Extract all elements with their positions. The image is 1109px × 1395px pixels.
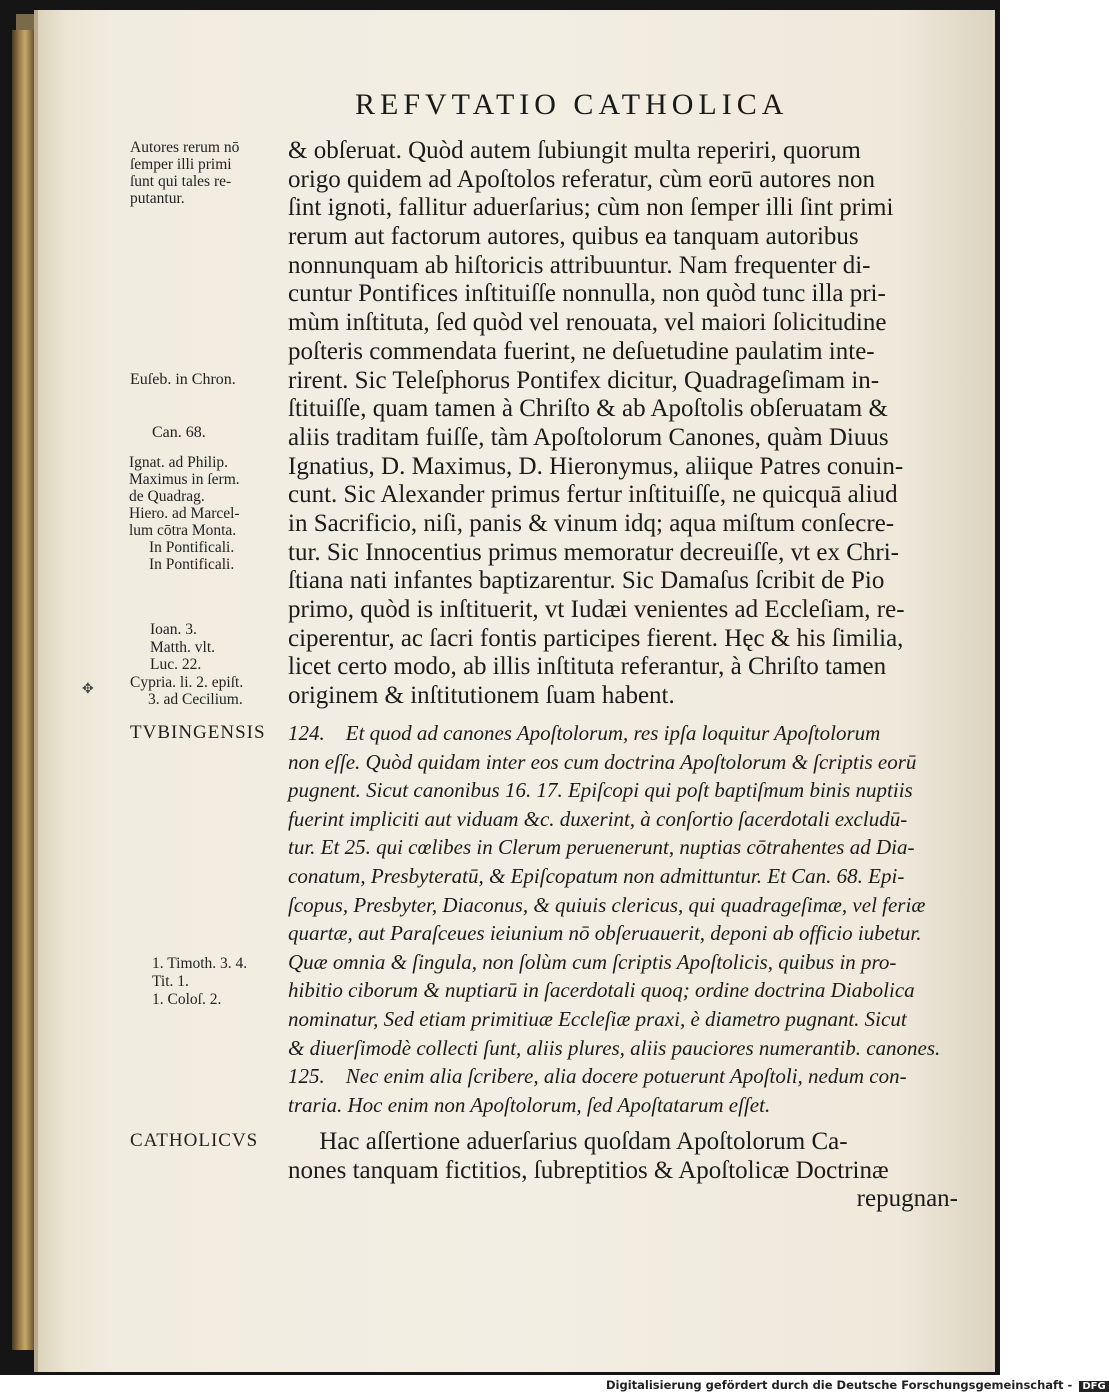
text-line: ſtiana nati infantes baptizarentur. Sic Damaſus ſcribit de Pio — [288, 567, 885, 595]
text-line: Quæ omnia & ſingula, non ſolùm cum ſcriptis Apoſtolicis, quibus in pro- — [288, 949, 897, 974]
text-line: in Sacrificio, niſi, panis & vinum idq; aqua miſtum conſecre- — [288, 509, 895, 537]
margin-refs-scripture — [130, 621, 243, 709]
speaker-tubingensis: TVBINGENSIS — [130, 722, 266, 743]
margin-line: 3. ad Cecilium. — [148, 691, 243, 708]
printer-mark-icon: ✥ — [82, 681, 94, 697]
text-line: non eſſe. Quòd quidam inter eos cum doctrina Apoſtolorum & ſcriptis eorū — [288, 749, 917, 774]
text-line: pugnent. Sicut canonibus 16. 17. Epiſcopi qui poſt baptiſmum binis nuptiis — [288, 778, 913, 803]
text-line: Hac aſſertione aduerſarius quoſdam Apoſtolorum Ca- — [288, 1128, 848, 1155]
margin-line: Hiero. ad Marcel- — [129, 505, 240, 522]
margin-line: Ignat. ad Philip. — [129, 454, 229, 471]
dfg-logo: DFG — [1079, 1381, 1108, 1392]
margin-line: putantur. — [130, 190, 185, 207]
text-line: conatum, Presbyteratū, & Epiſcopatum non admittuntur. Et Can. 68. Epi- — [288, 863, 905, 888]
margin-line: 1. Timoth. 3. 4. — [152, 955, 248, 972]
text-line: nonnunquam ab hiſtoricis attribuuntur. Nam frequenter di- — [288, 251, 871, 279]
text-line: origo quidem ad Apoſtolos referatur, cùm eorū autores non — [288, 165, 876, 193]
text-line: fuerint impliciti aut viduam &c. duxerint, à conſortio ſacerdotali excludū- — [288, 806, 908, 831]
text-line: ſcopus, Presbyter, Diaconus, & quiuis clericus, qui quadrageſimæ, vel feriæ — [288, 892, 926, 917]
margin-line: In Pontificali. — [149, 556, 235, 573]
margin-ref-euseb: Euſeb. in Chron. — [130, 371, 236, 388]
main-text-block — [288, 137, 958, 711]
margin-line: ſemper illi primi — [130, 156, 232, 173]
speaker-catholicus: CATHOLICVS — [130, 1130, 259, 1151]
text-line: aliis traditam fuiſſe, tàm Apoſtolorum Canones, quàm Diuus — [288, 423, 889, 451]
text-line: Ignatius, D. Maximus, D. Hieronymus, aliique Patres conuin- — [288, 452, 904, 480]
margin-line: Maximus in ſerm. — [129, 471, 240, 488]
text-line: 124. Et quod ad canones Apoſtolorum, res ipſa loquitur Apoſtolorum — [288, 721, 881, 745]
text-line: tur. Et 25. qui cœlibes in Clerum peruenerunt, nuptias cōtrahentes ad Dia- — [288, 835, 915, 860]
margin-refs-patres — [129, 454, 240, 573]
text-line: ſtituiſſe, quam tamen à Chriſto & ab Apoſtolis obſeruatam & — [288, 395, 888, 423]
text-line: originem & inſtitutionem ſuam habent. — [288, 682, 675, 710]
margin-line: lum cōtra Monta. — [129, 522, 237, 539]
text-line: ſint ignoti, fallitur aduerſarius; cùm non ſemper illi ſint primi — [288, 194, 894, 222]
margin-ref-can68: Can. 68. — [152, 424, 206, 441]
text-line: primo, quòd is inſtituerit, vt Iudæi venientes ad Eccleſiam, re- — [288, 596, 905, 623]
text-line: 125. Nec enim alia ſcribere, alia docere potuerunt Apoſtoli, nedum con- — [288, 1064, 907, 1089]
text-line: traria. Hoc enim non Apoſtolorum, ſed Apoſtatarum eſſet. — [288, 1092, 771, 1117]
text-line: ciperentur, ac ſacri fontis participes fierent. Hęc & his ſimilia, — [288, 624, 904, 652]
margin-line: Matth. vlt. — [150, 638, 216, 656]
text-line: cuntur Pontifices inſtituiſſe nonnulla, non quòd tunc illa pri- — [288, 280, 886, 308]
book-edge — [12, 30, 34, 1350]
text-line: & obſeruat. Quòd autem ſubiungit multa reperiri, quorum — [288, 137, 861, 164]
margin-line: In Pontificali. — [149, 539, 235, 556]
text-line: hibitio ciborum & nuptiarū in ſacerdotali quoq; ordine doctrina Diabolica — [288, 978, 915, 1003]
text-line: nominatur, Sed etiam primitiuæ Eccleſiæ praxi, è diametro pugnant. Sicut — [288, 1006, 907, 1031]
text-line: & diuerſimodè collecti ſunt, aliis plures, aliis pauciores numerantib. canones. — [288, 1035, 941, 1060]
text-line: mùm inſtituta, ſed quòd vel renouata, vel maiori ſolicitudine — [288, 309, 887, 337]
margin-line: ſunt qui tales re- — [130, 173, 232, 190]
margin-line: Ioan. 3. — [150, 621, 197, 638]
text-line: rerum aut factorum autores, quibus ea tanquam autoribus — [288, 223, 859, 251]
margin-line: Luc. 22. — [150, 656, 202, 673]
text-line: licet certo modo, ab illis inſtituta referantur, à Chriſto tamen — [288, 653, 887, 681]
catchword: repugnan- — [856, 1185, 958, 1213]
running-head: REFVTATIO CATHOLICA — [355, 88, 789, 121]
margin-line: Cypria. li. 2. epiſt. — [130, 673, 244, 691]
quoted-text-block — [288, 719, 958, 1119]
main-text-block-2 — [288, 1128, 958, 1214]
text-line: quartæ, aut Paraſceues ieiunium nō obſeruauerit, deponi ab officio iubetur. — [288, 921, 922, 946]
footer-text: Digitalisierung gefördert durch die Deutsche Forschungsgemeinschaft - — [606, 1378, 1073, 1392]
margin-line: Autores rerum nō — [130, 139, 240, 156]
text-line: poſteris commendata fuerint, ne deſuetudine paulatim inte- — [288, 337, 875, 365]
margin-line: de Quadrag. — [129, 488, 205, 505]
text-line: cunt. Sic Alexander primus fertur inſtituiſſe, ne quicquā aliud — [288, 481, 898, 509]
margin-refs-paul — [152, 955, 247, 1009]
margin-line: Tit. 1. — [152, 973, 189, 990]
text-line: tur. Sic Innocentius primus memoratur decreuiſſe, vt ex Chri- — [288, 538, 899, 566]
digitization-footer — [606, 1378, 1106, 1394]
margin-line: 1. Coloſ. 2. — [152, 991, 222, 1008]
text-line: nones tanquam fictitios, ſubreptitios & Apoſtolicæ Doctrinæ — [288, 1156, 889, 1184]
text-line: rirent. Sic Teleſphorus Pontifex dicitur, Quadrageſimam in- — [288, 366, 880, 394]
margin-note-autores — [130, 139, 239, 207]
